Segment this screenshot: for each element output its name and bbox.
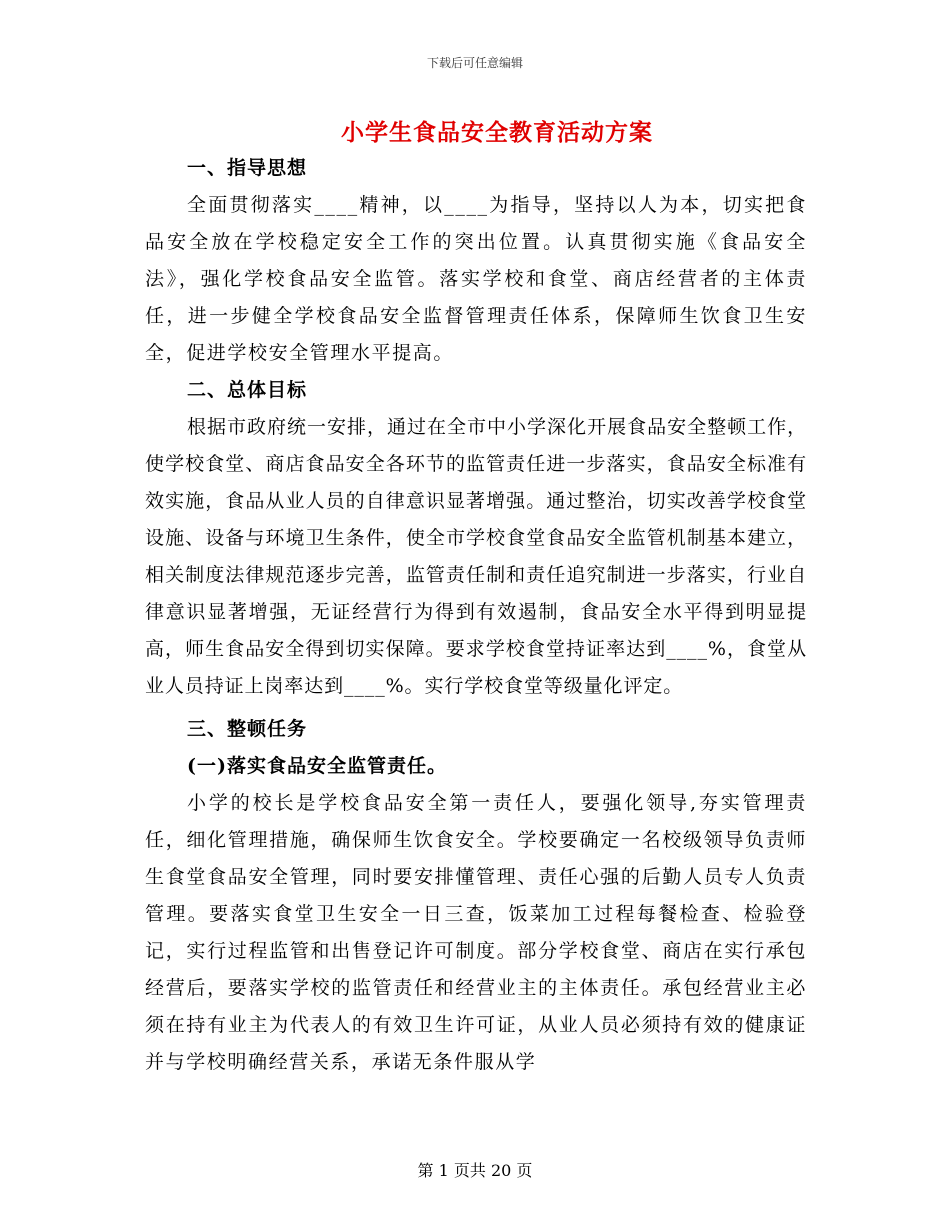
page-header-note: 下载后可任意编辑 xyxy=(426,56,523,70)
paragraph-overall-goal: 根据市政府统一安排，通过在全市中小学深化开展食品安全整顿工作，使学校食堂、商店食品安全各环节的监管责任进一步落实，食品安全标准有效实施，食品从业人员的自律意识显著增强。通过整治，切实改善学校食堂设施、设备与环境卫生条件，使全市学校食堂食品安全监管机制基本建立，相关制度法律规范逐步完善，监管责任制和责任追究制进一步落实，行业自律意识显著增强，无证经营行为得到有效遏制，食品安全水平得到明显提高，师生食品安全得到切实保障。要求学校食堂持证率达到____%，食堂从业人员持证上岗率达到____%。实行学校食堂等级量化评定。 xyxy=(145,416,807,697)
page-number-footer: 第 1 页共 20 页 xyxy=(417,1161,533,1180)
section-heading-overall-goal: 二、总体目标 xyxy=(187,379,308,401)
section-heading-guiding-thought: 一、指导思想 xyxy=(187,157,308,179)
document-title: 小学生食品安全教育活动方案 xyxy=(341,119,653,146)
document-body xyxy=(145,150,807,1081)
paragraph-supervision-responsibility: 小学的校长是学校食品安全第一责任人，要强化领导,夯实管理责任，细化管理措施，确保师生饮食安全。学校要确定一名校级领导负责师生食堂食品安全管理，同时要安排懂管理、责任心强的后勤人员专人负责管理。要落实食堂卫生安全一日三查，饭菜加工过程每餐检查、检验登记，实行过程监管和出售登记许可制度。部分学校食堂、商店在实行承包经营后，要落实学校的监管责任和经营业主的主体责任。承包经营业主必须在持有业主为代表人的有效卫生许可证，从业人员必须持有效的健康证并与学校明确经营关系，承诺无条件服从学 xyxy=(145,792,807,1073)
section-heading-rectification-tasks: 三、整顿任务 xyxy=(187,718,308,740)
paragraph-guiding-thought: 全面贯彻落实____精神，以____为指导，坚持以人为本，切实把食品安全放在学校稳定安全工作的突出位置。认真贯彻实施《食品安全法》，强化学校食品安全监管。落实学校和食堂、商店经营者的主体责任，进一步健全学校食品安全监督管理责任体系，保障师生饮食卫生安全，促进学校安全管理水平提高。 xyxy=(145,194,807,364)
subsection-heading-supervision-responsibility: (一)落实食品安全监管责任。 xyxy=(187,755,447,777)
